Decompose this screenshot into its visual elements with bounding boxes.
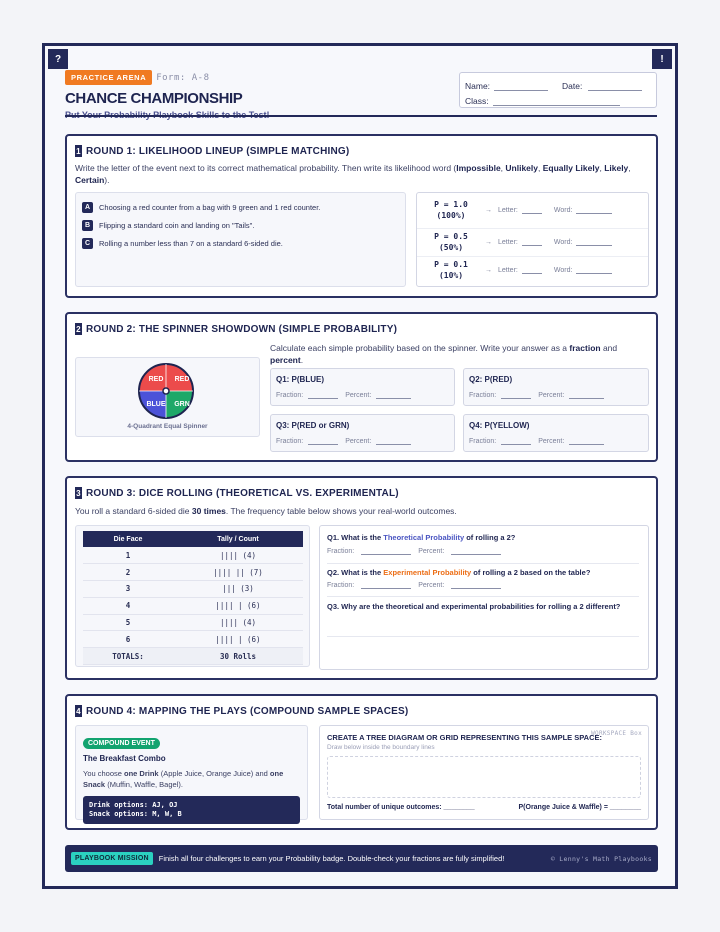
- round-number-badge: 2: [76, 324, 81, 334]
- word-answer-field[interactable]: [576, 238, 612, 246]
- class-label: Class:: [465, 96, 489, 106]
- fraction-answer-field[interactable]: [308, 437, 338, 445]
- dice-question-2: Q2. What is the Experimental Probability of rolling a 2 based on the table?: [327, 568, 591, 577]
- fraction-answer-field[interactable]: [361, 547, 411, 555]
- date-field[interactable]: [588, 83, 642, 91]
- round-title: ROUND 3: DICE ROLLING (THEORETICAL VS. EXPERIMENTAL): [86, 487, 399, 499]
- round-number-badge: 1: [76, 146, 81, 156]
- spinner-caption: 4-Quadrant Equal Spinner: [127, 423, 208, 430]
- event-item: B Flipping a standard coin and landing on "Tails".: [82, 216, 399, 234]
- letter-badge: B: [82, 220, 93, 231]
- letter-badge: C: [82, 238, 93, 249]
- worksheet-page: [42, 43, 678, 889]
- name-label: Name:: [465, 81, 491, 91]
- table-row: 3 ||| (3): [83, 581, 303, 598]
- name-field[interactable]: [494, 83, 548, 91]
- table-row: 4 |||| | (6): [83, 597, 303, 614]
- round-4-card: [65, 694, 658, 830]
- workspace-tag: WORKSPACE Box: [591, 730, 642, 737]
- tree-diagram-hint: Draw below inside the boundary lines: [327, 744, 435, 751]
- header-divider: [65, 115, 657, 117]
- compound-probability-field[interactable]: P(Orange Juice & Waffle) = ________: [518, 804, 641, 811]
- percent-answer-field[interactable]: [569, 391, 604, 399]
- probability-row: P = 0.1 (10%) → Letter: Word:: [417, 256, 648, 281]
- fraction-answer-field[interactable]: [501, 391, 531, 399]
- table-row: 6 |||| | (6): [83, 631, 303, 648]
- spinner-question-2: Q2: P(RED) Fraction: Percent:: [463, 368, 649, 406]
- fraction-answer-field[interactable]: [361, 581, 411, 589]
- fraction-answer-field[interactable]: [308, 391, 338, 399]
- frequency-table-panel: [75, 525, 310, 667]
- table-row: 1 |||| (4): [83, 547, 303, 564]
- letter-answer-field[interactable]: [522, 238, 542, 246]
- tree-diagram-prompt: CREATE A TREE DIAGRAM OR GRID REPRESENTING THIS SAMPLE SPACE:: [327, 733, 603, 742]
- round-3-card: [65, 476, 658, 680]
- mission-message: Finish all four challenges to earn your Probability badge. Double-check your fractions are fully simplified!: [158, 854, 505, 863]
- round-2-heading: [75, 323, 397, 335]
- letter-answer-field[interactable]: [522, 266, 542, 274]
- event-item: A Choosing a red counter from a bag with 9 green and 1 red counter.: [82, 198, 399, 216]
- combo-title: The Breakfast Combo: [83, 754, 166, 763]
- worksheet-header: [65, 67, 270, 120]
- round-number-badge: 4: [76, 706, 81, 716]
- events-panel: [75, 192, 406, 287]
- arrow-icon: →: [485, 238, 492, 246]
- letter-badge: A: [82, 202, 93, 213]
- event-item: C Rolling a number less than 7 on a standard 6-sided die.: [82, 234, 399, 252]
- dice-question-1: Q1. What is the Theoretical Probability of rolling a 2?: [327, 533, 516, 542]
- spinner-graphic: [76, 362, 261, 428]
- probability-match-panel: [416, 192, 649, 287]
- round-1-instructions: Write the letter of the event next to its correct mathematical probability. Then write its likelihood word (Impossible, Unlikely, Equally Likely, Likely, Certain).: [75, 163, 631, 185]
- spinner-question-3: Q3: P(RED or GRN) Fraction: Percent:: [270, 414, 455, 452]
- class-field[interactable]: [493, 98, 620, 106]
- round-3-heading: [75, 487, 399, 499]
- spinner-label: GRN: [174, 401, 190, 408]
- footer-banner: [65, 845, 658, 872]
- workspace-panel: [319, 725, 649, 820]
- fraction-answer-field[interactable]: [501, 437, 531, 445]
- round-number-badge: 3: [76, 488, 81, 498]
- percent-answer-field[interactable]: [376, 391, 411, 399]
- round-2-card: [65, 312, 658, 462]
- word-answer-field[interactable]: [576, 266, 612, 274]
- compound-event-panel: [75, 725, 308, 820]
- dice-questions-panel: Q1. What is the Theoretical Probability of rolling a 2? Fraction: Percent: Q2. What is the Experimental Probability of rolling a 2 based on the table? Fraction: Percent: Q3. Why are the theoretical and experimental probabilities for rolling a 2 different?: [319, 525, 649, 670]
- table-row: 5 |||| (4): [83, 614, 303, 631]
- student-info-box: [459, 72, 657, 108]
- column-header: Die Face: [83, 531, 173, 547]
- spinner-label: RED: [148, 376, 164, 383]
- percent-answer-field[interactable]: [376, 437, 411, 445]
- exclamation-corner-icon: !: [652, 49, 672, 69]
- options-code-block: Drink options: AJ, OJ Snack options: M, W, B: [83, 796, 300, 824]
- round-1-card: [65, 134, 658, 298]
- practice-arena-badge: PRACTICE ARENA: [65, 70, 152, 85]
- round-2-instructions: Calculate each simple probability based on the spinner. Write your answer as a fraction and percent.: [270, 343, 618, 365]
- round-1-heading: [75, 145, 349, 157]
- percent-answer-field[interactable]: [569, 437, 604, 445]
- table-row: 2 |||| || (7): [83, 564, 303, 581]
- spinner-question-1: Q1: P(BLUE) Fraction: Percent:: [270, 368, 455, 406]
- spinner-panel: [75, 357, 260, 437]
- percent-answer-field[interactable]: [451, 581, 501, 589]
- round-title: ROUND 2: THE SPINNER SHOWDOWN (SIMPLE PROBABILITY): [86, 323, 398, 335]
- word-answer-field[interactable]: [576, 206, 612, 214]
- spinner-label: RED: [174, 376, 190, 383]
- frequency-table: [83, 531, 303, 665]
- probability-row: P = 0.5 (50%) → Letter: Word:: [417, 228, 648, 253]
- question-corner-icon: ?: [48, 49, 68, 69]
- arrow-icon: →: [485, 266, 492, 274]
- round-title: ROUND 4: MAPPING THE PLAYS (COMPOUND SAMPLE SPACES): [86, 705, 409, 717]
- round-3-instructions: You roll a standard 6-sided die 30 times. The frequency table below shows your real-world outcomes.: [75, 506, 457, 516]
- date-label: Date:: [562, 81, 583, 91]
- drawing-area[interactable]: [327, 756, 641, 798]
- probability-row: P = 1.0 (100%) → Letter: Word:: [417, 199, 648, 221]
- combo-description: You choose one Drink (Apple Juice, Orange Juice) and one Snack (Muffin, Waffle, Bagel).: [83, 769, 284, 789]
- form-code: Form: A-8: [156, 73, 210, 83]
- spinner-label: BLUE: [146, 401, 166, 408]
- totals-row: TOTALS: 30 Rolls: [83, 648, 303, 665]
- percent-answer-field[interactable]: [451, 547, 501, 555]
- dice-question-3: Q3. Why are the theoretical and experimental probabilities for rolling a 2 different?: [327, 602, 621, 611]
- round-title: ROUND 1: LIKELIHOOD LINEUP (SIMPLE MATCHING): [86, 145, 350, 157]
- answer-line[interactable]: [327, 636, 639, 637]
- total-outcomes-field[interactable]: Total number of unique outcomes: ________: [327, 804, 475, 811]
- playbook-mission-badge: PLAYBOOK MISSION: [71, 852, 153, 865]
- round-4-heading: [75, 705, 408, 717]
- letter-answer-field[interactable]: [522, 206, 542, 214]
- copyright-text: © Lenny's Math Playbooks: [550, 854, 652, 863]
- spinner-question-4: Q4: P(YELLOW) Fraction: Percent:: [463, 414, 649, 452]
- column-header: Tally / Count: [173, 531, 303, 547]
- arrow-icon: →: [485, 206, 492, 214]
- compound-event-badge: COMPOUND EVENT: [83, 738, 160, 749]
- page-title: CHANCE CHAMPIONSHIP: [65, 90, 243, 107]
